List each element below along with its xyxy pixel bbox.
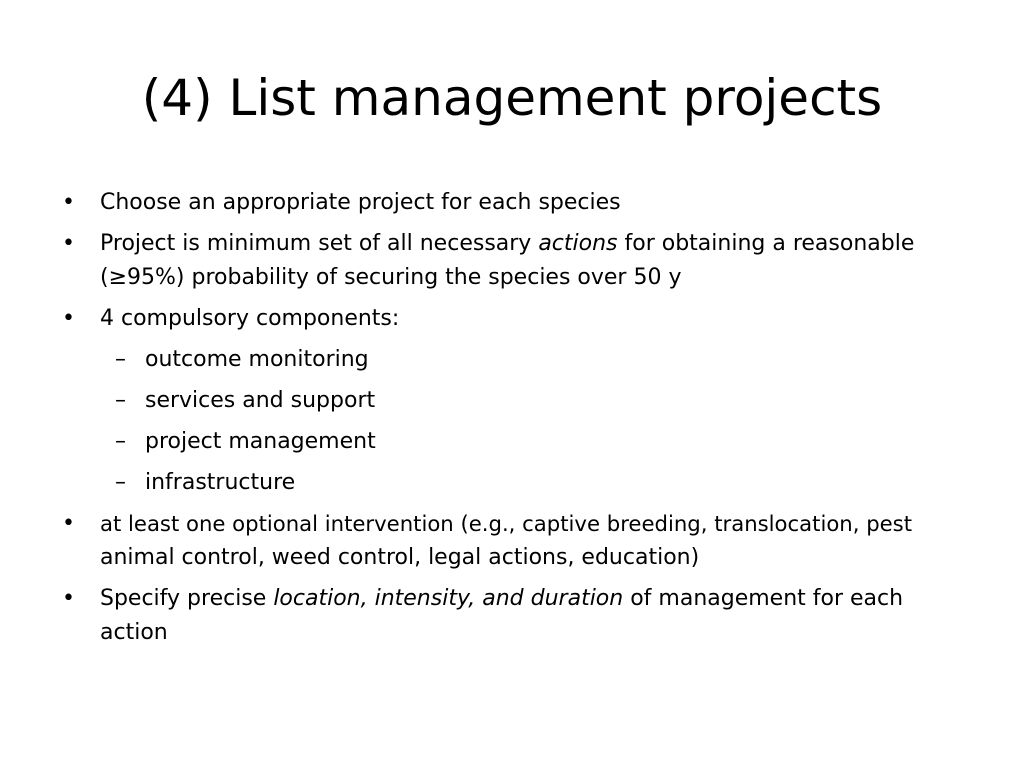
bullet-5-text-before: Specify precise: [100, 586, 274, 611]
bullet-5-line-2: action: [100, 620, 168, 645]
subitem-marker: –: [115, 388, 126, 413]
bullet-2-line-2: (≥95%) probability of securing the species over 50 y: [100, 265, 682, 290]
slide-title: (4) List management projects: [141, 69, 883, 127]
bullet-1-text: Choose an appropriate project for each species: [100, 190, 621, 215]
subitem-services-support: services and support: [145, 388, 376, 413]
bullet-marker: •: [62, 306, 75, 331]
subitem-project-management: project management: [145, 429, 376, 454]
bullet-5-text-after: of management for each: [623, 586, 904, 611]
subitem-infrastructure: infrastructure: [145, 470, 296, 495]
subitem-marker: –: [115, 347, 126, 372]
bullet-2-text-before: Project is minimum set of all necessary: [100, 231, 539, 256]
bullet-marker: •: [62, 190, 75, 215]
bullet-3-text: 4 compulsory components:: [100, 306, 400, 331]
bullet-2-italic: actions: [538, 231, 618, 256]
bullet-5-line-1: [100, 582, 903, 616]
bullet-4-line-1: at least one optional intervention (e.g., captive breeding, translocation, pest: [100, 511, 913, 536]
subitem-marker: –: [115, 429, 126, 454]
bullet-marker: •: [62, 586, 75, 611]
bullet-marker: •: [62, 511, 75, 536]
bullet-5-italic: location, intensity, and duration: [273, 586, 624, 611]
bullet-2-line-1: [100, 227, 914, 261]
bullet-marker: •: [62, 231, 75, 256]
bullet-2-text-after: for obtaining a reasonable: [617, 231, 915, 256]
subitem-outcome-monitoring: outcome monitoring: [145, 347, 369, 372]
bullet-4-line-2: animal control, weed control, legal actions, education): [100, 545, 700, 570]
subitem-marker: –: [115, 470, 126, 495]
